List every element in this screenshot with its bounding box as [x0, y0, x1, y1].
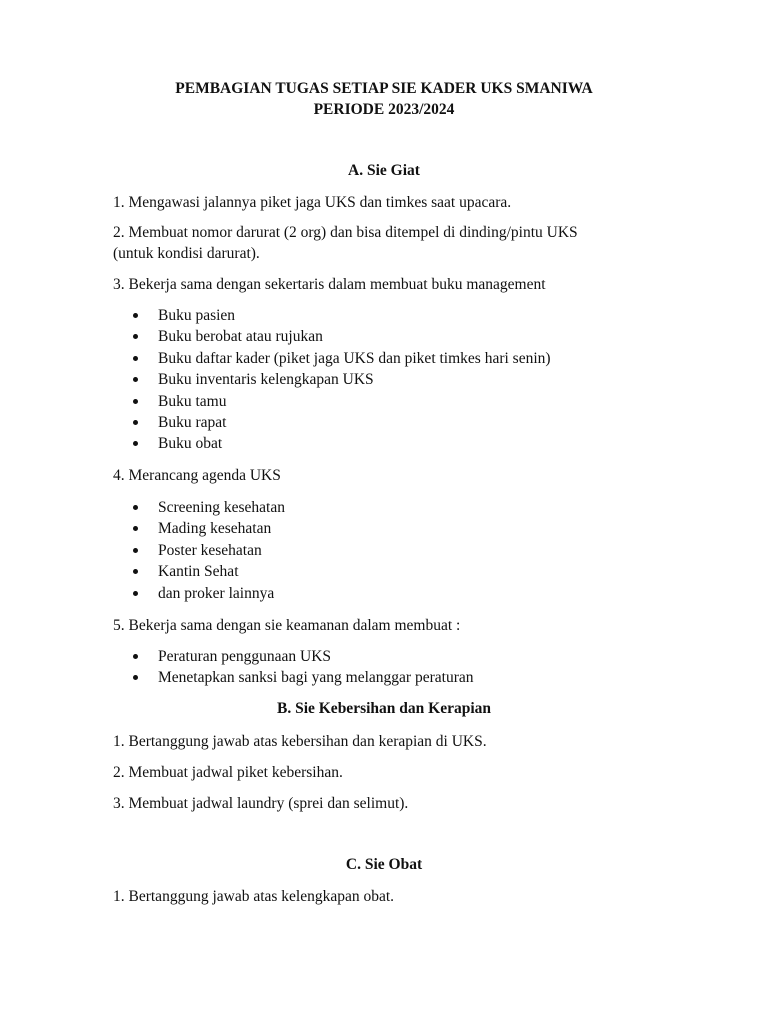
bullet-list-management-books	[131, 305, 551, 455]
bullet-icon	[133, 313, 138, 318]
list-item: Poster kesehatan	[131, 540, 285, 561]
bullet-icon	[133, 505, 138, 510]
bullet-icon	[133, 356, 138, 361]
bullet-icon	[133, 591, 138, 596]
bullet-icon	[133, 569, 138, 574]
list-item: Menetapkan sanksi bagi yang melanggar peraturan	[131, 667, 473, 688]
section-a-item-1: 1. Mengawasi jalannya piket jaga UKS dan timkes saat upacara.	[113, 194, 512, 211]
bullet-icon	[133, 654, 138, 659]
bullet-icon	[133, 399, 138, 404]
list-item: Buku pasien	[131, 305, 551, 326]
section-a-item-3: 3. Bekerja sama dengan sekertaris dalam membuat buku management	[113, 276, 546, 293]
list-item: Kantin Sehat	[131, 561, 285, 582]
bullet-list-regulations	[131, 646, 473, 689]
bullet-icon	[133, 334, 138, 339]
document-period: PERIODE 2023/2024	[313, 101, 455, 118]
document-title: PEMBAGIAN TUGAS SETIAP SIE KADER UKS SMANIWA	[175, 80, 593, 97]
section-b-item-1: 1. Bertanggung jawab atas kebersihan dan kerapian di UKS.	[113, 733, 487, 750]
section-a-item-5: 5. Bekerja sama dengan sie keamanan dalam membuat :	[113, 617, 461, 634]
list-item: Peraturan penggunaan UKS	[131, 646, 473, 667]
bullet-icon	[133, 377, 138, 382]
section-heading-b: B. Sie Kebersihan dan Kerapian	[276, 700, 492, 717]
list-item: Buku tamu	[131, 391, 551, 412]
list-item: Buku berobat atau rujukan	[131, 326, 551, 347]
list-item: Buku daftar kader (piket jaga UKS dan piket timkes hari senin)	[131, 348, 551, 369]
section-b-item-2: 2. Membuat jadwal piket kebersihan.	[113, 764, 343, 781]
bullet-list-agenda	[131, 497, 285, 604]
list-item: Buku rapat	[131, 412, 551, 433]
section-b-item-3: 3. Membuat jadwal laundry (sprei dan selimut).	[113, 795, 409, 812]
list-item: Buku obat	[131, 433, 551, 454]
section-c-item-1: 1. Bertanggung jawab atas kelengkapan obat.	[113, 888, 395, 905]
section-heading-a: A. Sie Giat	[348, 162, 420, 179]
section-heading-c: C. Sie Obat	[345, 856, 423, 873]
section-a-item-4: 4. Merancang agenda UKS	[113, 467, 281, 484]
bullet-icon	[133, 548, 138, 553]
list-item: Screening kesehatan	[131, 497, 285, 518]
list-item: dan proker lainnya	[131, 583, 285, 604]
section-a-item-2: 2. Membuat nomor darurat (2 org) dan bisa ditempel di dinding/pintu UKS	[113, 224, 578, 241]
list-item: Buku inventaris kelengkapan UKS	[131, 369, 551, 390]
list-item: Mading kesehatan	[131, 518, 285, 539]
bullet-icon	[133, 420, 138, 425]
bullet-icon	[133, 441, 138, 446]
bullet-icon	[133, 675, 138, 680]
section-a-item-2-cont: (untuk kondisi darurat).	[113, 245, 260, 262]
bullet-icon	[133, 526, 138, 531]
